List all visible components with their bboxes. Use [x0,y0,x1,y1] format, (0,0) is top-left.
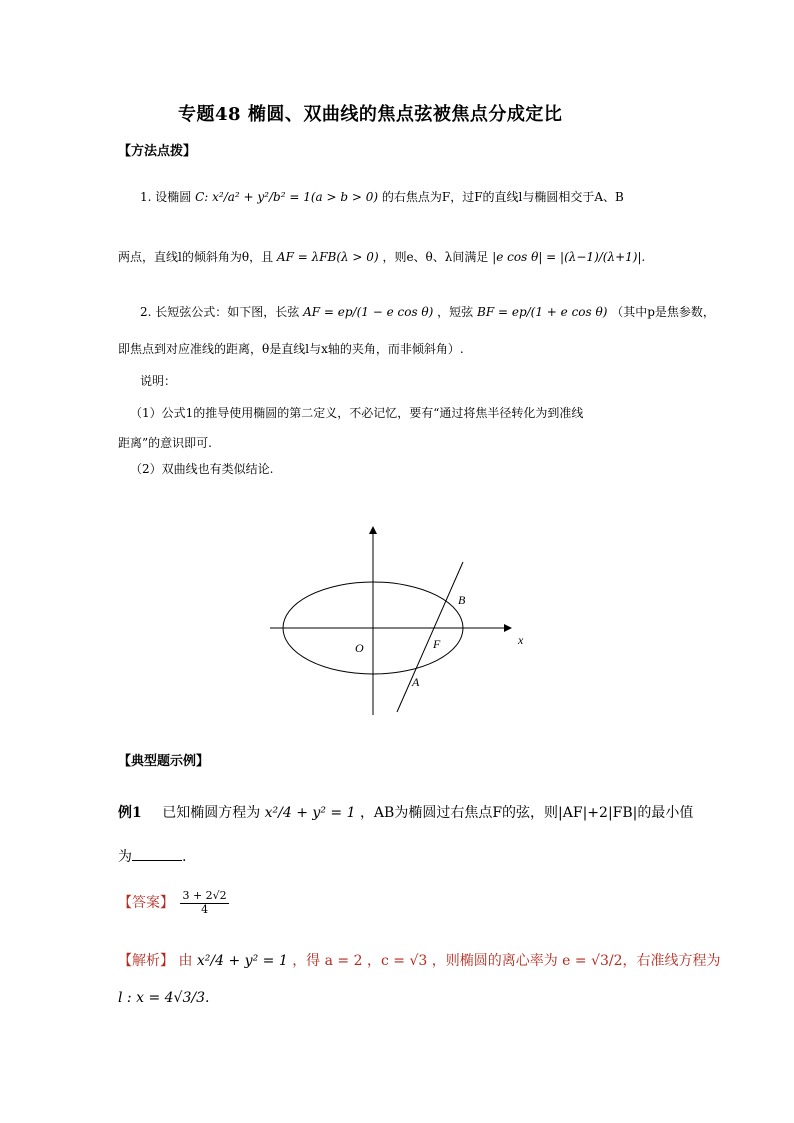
example1-label: 例1 [118,805,142,821]
example1-line2 [118,846,186,866]
analysis-line1 [118,950,721,970]
item2-line1-b: ，短弦 [437,305,474,319]
item2-line1-c: （其中p是焦参数， [611,305,715,319]
item1-line1-b: 的右焦点为F，过F的直线l与椭圆相交于A、B [381,190,624,204]
item1-result: |e cos θ| = |(λ−1)/(λ+1)|. [492,250,646,264]
item2-line1 [140,303,715,320]
method-heading: 【方法点拨】 [118,144,197,159]
answer-denominator: 4 [201,902,209,916]
analysis-text-a: 由 [178,953,193,969]
analysis-label: 【解析】 [118,953,174,969]
notes-label: 说明： [140,374,177,388]
item2-long-chord: AF = ep/(1 − e cos θ) [303,305,434,319]
answer-blank [132,848,182,861]
label-B: B [458,593,466,607]
item1-line1 [140,188,624,205]
label-x: x [518,633,524,647]
example1-text-d: . [182,849,187,865]
chord-line [397,562,463,712]
item2-short-chord: BF = ep/(1 + e cos θ) [477,305,608,319]
example1-equation: x²/4 + y² = 1 [264,805,356,821]
answer-line [118,890,231,916]
analysis-line2: l : x = 4√3/3. [118,990,210,1006]
item1-line2-a: 两点，直线l的倾斜角为θ，且 [118,250,274,264]
note2: （2）双曲线也有类似结论. [130,462,274,476]
item2-line2: 即焦点到对应准线的距离，θ是直线l与x轴的夹角，而非倾斜角）. [118,342,464,356]
examples-heading: 【典型题示例】 [118,754,210,769]
item2-line1-a: 2. 长短弦公式：如下图，长弦 [140,305,300,319]
example1-line1 [118,802,693,822]
answer-numerator: 3 + 2√2 [182,889,227,902]
label-O: O [355,641,364,655]
item1-line2 [118,248,645,265]
analysis-text-b: ，得 a = 2 ，c = √3 ，则椭圆的离心率为 e = √3/2，右准线方程为 [292,953,721,969]
page-title: 专题48 椭圆、双曲线的焦点弦被焦点分成定比 [178,104,563,125]
label-F: F [433,637,441,651]
example1-text-b: ，AB为椭圆过右焦点F的弦，则|AF|+2|FB|的最小值 [359,805,694,821]
ellipse-figure [260,520,540,720]
example1-text-a: 已知椭圆方程为 [162,805,261,821]
answer-label: 【答案】 [118,895,174,912]
analysis-eq: x²/4 + y² = 1 [196,953,288,969]
note1-line2: 距离”的意识即可. [118,436,212,450]
item1-ellipse-eq: C: x²/a² + y²/b² = 1(a > b > 0) [195,190,379,204]
example1-text-c: 为 [118,849,132,865]
item1-vec-rel: AF = λFB(λ > 0) [276,250,379,264]
label-A: A [412,675,420,689]
item1-line1-a: 1. 设椭圆 [140,190,192,204]
note1-line1: （1）公式1的推导使用椭圆的第二定义，不必记忆，要有“通过将焦半径转化为到准线 [130,406,584,420]
item1-line2-b: ，则e、θ、λ间满足 [382,250,489,264]
answer-fraction [180,890,228,916]
